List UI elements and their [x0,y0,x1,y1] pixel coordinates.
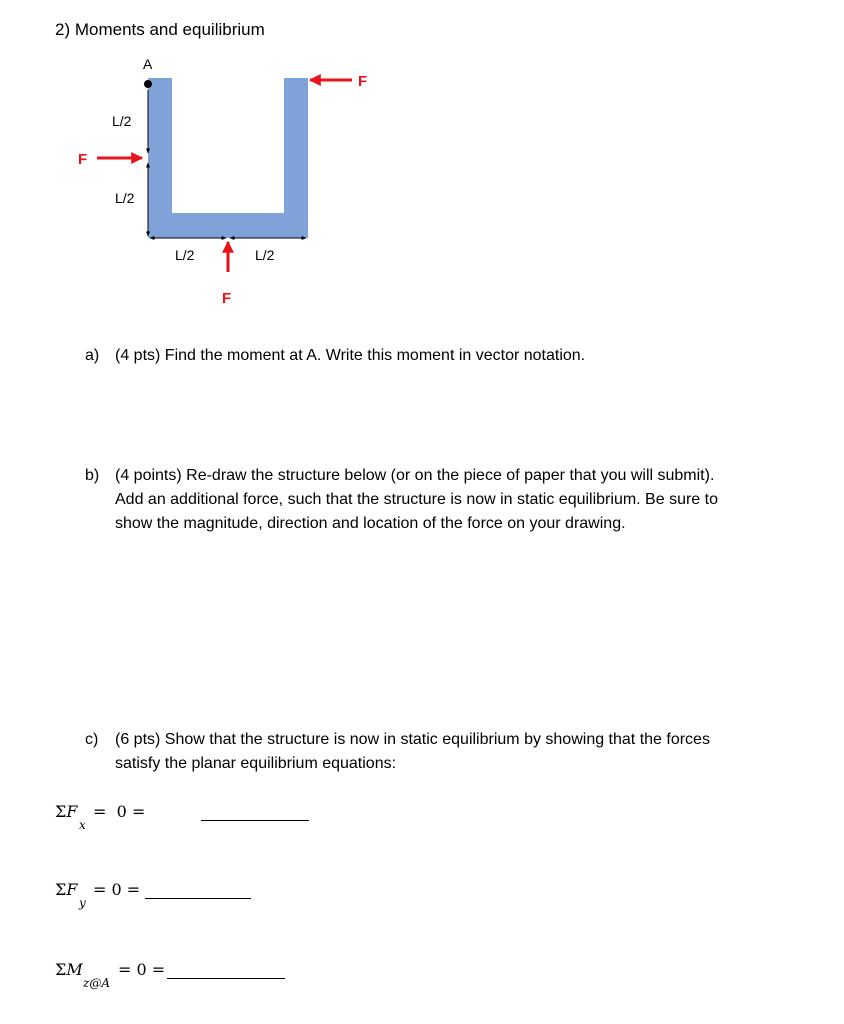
problem-heading: 2) Moments and equilibrium [55,20,265,39]
answer-blank-moment[interactable] [167,978,285,979]
u-shape-structure [148,78,308,238]
equation-fy-rest: = 0 = [93,880,141,899]
answer-blank-fy[interactable] [145,898,251,899]
sigma-symbol: Σ [55,880,67,899]
subscript-y: y [79,896,86,910]
force-label-bottom: F [222,290,232,307]
question-b [85,464,825,536]
force-label-top-right: F [358,73,368,90]
point-a-marker [144,80,152,88]
answer-blank-fx[interactable] [201,820,309,821]
question-c-marker: c) [85,731,99,748]
question-a-text: (4 pts) Find the moment at A. Write this moment in vector notation. [115,347,586,364]
subscript-z-at-a: z@A [83,976,110,990]
question-c-line-1: (6 pts) Show that the structure is now in static equilibrium by showing that the forces [115,731,710,748]
question-a-marker: a) [85,347,100,364]
dimension-label-bottom-right: L/2 [255,247,275,263]
force-label-left: F [78,151,88,168]
question-b-marker: b) [85,467,100,484]
force-symbol: F [66,802,78,821]
force-symbol: F [66,880,78,899]
point-a-label: A [143,56,153,72]
question-c-line-2: satisfy the planar equilibrium equations: [115,755,397,772]
question-b-line-2: Add an additional force, such that the structure is now in static equilibrium. Be sure to [115,491,718,508]
equation-sum-fx [55,802,275,842]
sigma-symbol: Σ [55,802,67,821]
question-a [85,344,785,368]
question-c [85,728,825,776]
question-b-line-1: (4 points) Re-draw the structure below (or on the piece of paper that you will submit). [115,467,715,484]
equation-sum-fy [55,880,275,920]
dimension-label-left-upper: L/2 [112,113,132,129]
equation-sum-moment [55,960,315,1000]
sigma-symbol: Σ [55,960,67,979]
moment-symbol: M [66,960,83,979]
equation-mz-rest: = 0 = [118,960,166,979]
dimension-label-left-lower: L/2 [115,190,135,206]
question-b-line-3: show the magnitude, direction and location of the force on your drawing. [115,515,626,532]
subscript-x: x [79,818,86,832]
dimension-label-bottom-left: L/2 [175,247,195,263]
equation-fx-rest: = 0 = [93,802,146,821]
u-structure-diagram [0,0,844,330]
